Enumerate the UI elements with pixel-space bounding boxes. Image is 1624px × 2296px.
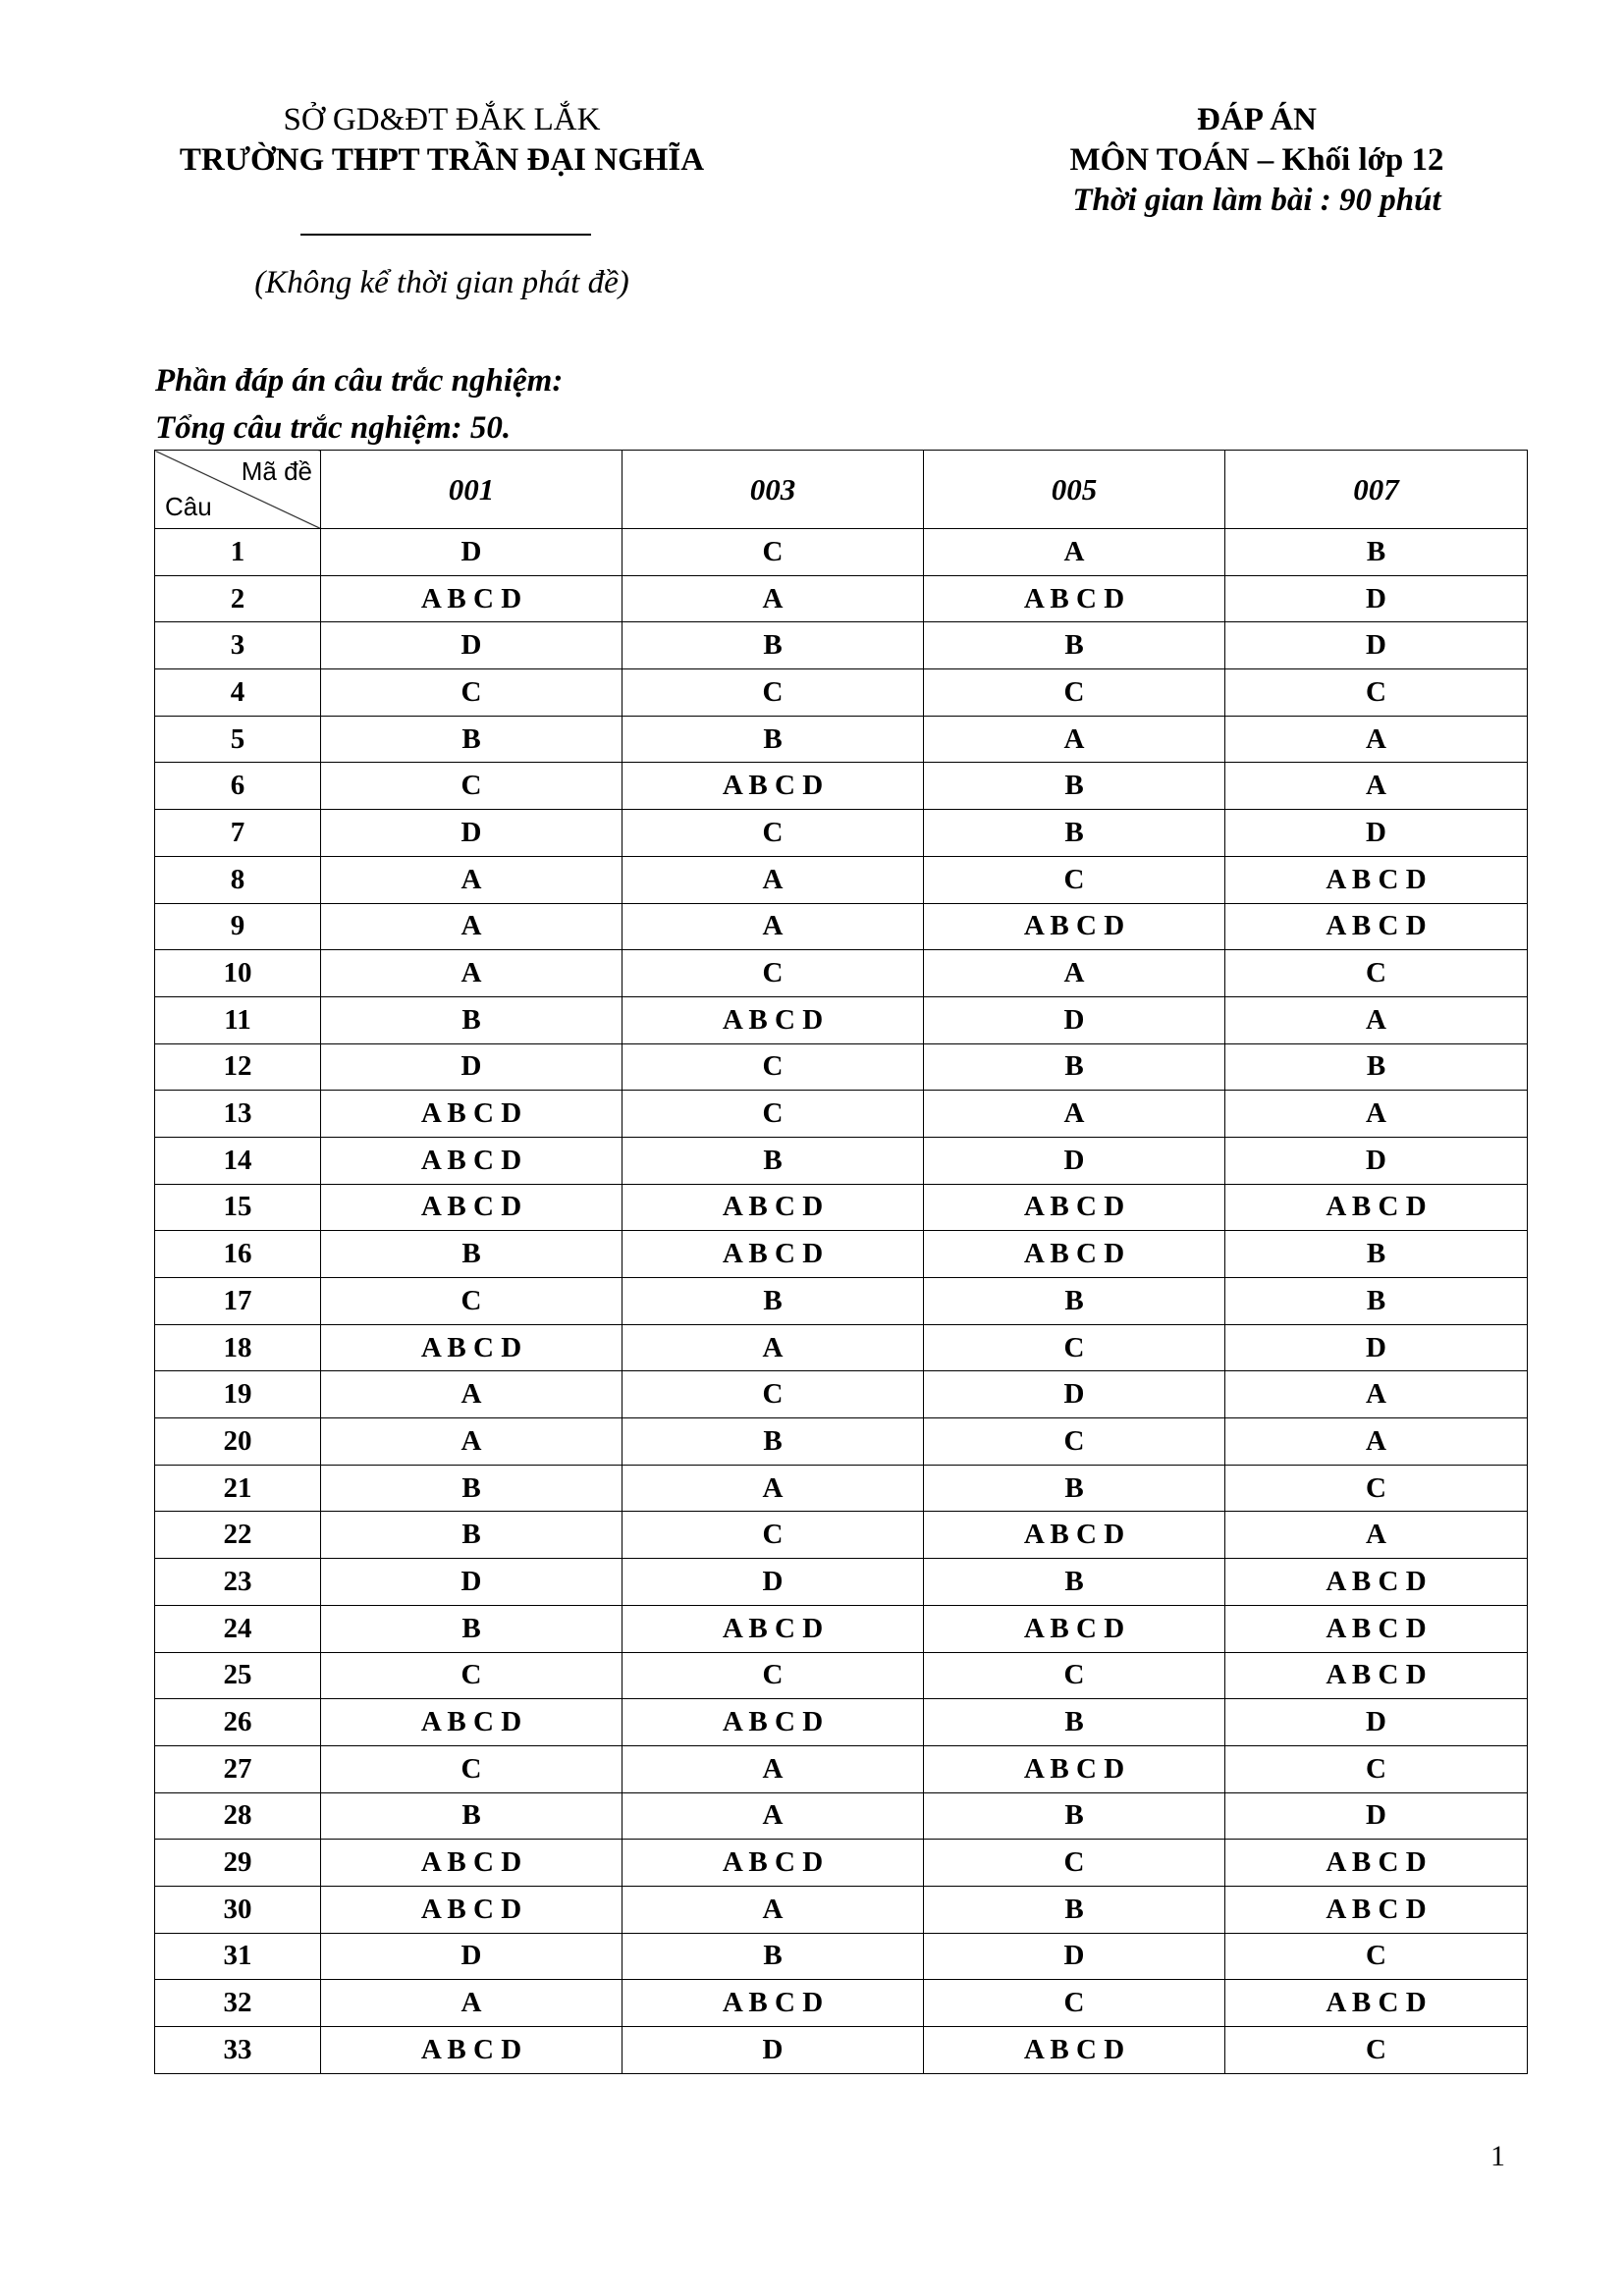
answer-cell: B bbox=[623, 1137, 924, 1184]
question-number: 13 bbox=[155, 1091, 321, 1138]
answer-cell: A bbox=[321, 950, 623, 997]
answer-cell: B bbox=[623, 716, 924, 763]
answer-cell: C bbox=[623, 529, 924, 576]
answer-cell: D bbox=[924, 996, 1225, 1043]
question-number: 8 bbox=[155, 856, 321, 903]
subject-grade: MÔN TOÁN – Khối lớp 12 bbox=[1069, 142, 1444, 178]
answer-cell: C bbox=[623, 950, 924, 997]
table-row bbox=[155, 1043, 1528, 1091]
answer-cell: A bbox=[924, 529, 1225, 576]
answer-cell: A bbox=[1225, 1371, 1528, 1418]
answer-cell: C bbox=[1225, 2027, 1528, 2074]
answer-cell: C bbox=[321, 763, 623, 810]
table-row bbox=[155, 716, 1528, 763]
table-row bbox=[155, 996, 1528, 1043]
answer-cell: A bbox=[1225, 716, 1528, 763]
answer-cell: C bbox=[924, 856, 1225, 903]
answer-cell: C bbox=[924, 1324, 1225, 1371]
page-number: 1 bbox=[1490, 2140, 1505, 2172]
question-number: 25 bbox=[155, 1652, 321, 1699]
answer-table bbox=[154, 450, 1528, 2074]
answer-cell: B bbox=[623, 1278, 924, 1325]
answer-cell: A B C D bbox=[623, 763, 924, 810]
answer-cell: A B C D bbox=[623, 1980, 924, 2027]
corner-label-question: Câu bbox=[165, 492, 212, 521]
table-row bbox=[155, 1559, 1528, 1606]
question-number: 22 bbox=[155, 1512, 321, 1559]
answer-cell: C bbox=[1225, 1465, 1528, 1512]
question-number: 20 bbox=[155, 1418, 321, 1466]
corner-cell bbox=[155, 451, 321, 529]
question-number: 5 bbox=[155, 716, 321, 763]
answer-cell: A B C D bbox=[623, 1605, 924, 1652]
table-row bbox=[155, 810, 1528, 857]
answer-cell: C bbox=[924, 669, 1225, 717]
question-number: 6 bbox=[155, 763, 321, 810]
question-number: 31 bbox=[155, 1933, 321, 1980]
answer-cell: A B C D bbox=[1225, 903, 1528, 950]
answer-cell: B bbox=[321, 1231, 623, 1278]
question-number: 9 bbox=[155, 903, 321, 950]
answer-cell: A bbox=[321, 903, 623, 950]
table-row bbox=[155, 1091, 1528, 1138]
answer-cell: A B C D bbox=[321, 575, 623, 622]
answer-cell: A B C D bbox=[321, 1840, 623, 1887]
question-number: 10 bbox=[155, 950, 321, 997]
answer-cell: A B C D bbox=[924, 1745, 1225, 1792]
answer-cell: A B C D bbox=[321, 1886, 623, 1933]
table-row bbox=[155, 1278, 1528, 1325]
answer-cell: C bbox=[321, 1652, 623, 1699]
answer-cell: B bbox=[924, 1043, 1225, 1091]
answer-cell: A B C D bbox=[1225, 1559, 1528, 1606]
answer-cell: D bbox=[321, 810, 623, 857]
answer-cell: B bbox=[924, 763, 1225, 810]
answer-cell: C bbox=[623, 1512, 924, 1559]
answer-cell: D bbox=[321, 1043, 623, 1091]
table-row bbox=[155, 1324, 1528, 1371]
answer-cell: B bbox=[321, 996, 623, 1043]
question-number: 29 bbox=[155, 1840, 321, 1887]
answer-cell: A bbox=[623, 903, 924, 950]
answer-cell: A B C D bbox=[1225, 1605, 1528, 1652]
table-row bbox=[155, 1699, 1528, 1746]
question-number: 12 bbox=[155, 1043, 321, 1091]
exam-header bbox=[982, 100, 1532, 221]
answer-cell: A bbox=[1225, 1512, 1528, 1559]
answer-cell: C bbox=[1225, 1933, 1528, 1980]
question-number: 16 bbox=[155, 1231, 321, 1278]
table-row bbox=[155, 763, 1528, 810]
question-number: 28 bbox=[155, 1792, 321, 1840]
answer-cell: C bbox=[321, 1745, 623, 1792]
question-number: 30 bbox=[155, 1886, 321, 1933]
question-number: 17 bbox=[155, 1278, 321, 1325]
question-number: 23 bbox=[155, 1559, 321, 1606]
answer-cell: A B C D bbox=[321, 2027, 623, 2074]
table-row bbox=[155, 529, 1528, 576]
question-number: 32 bbox=[155, 1980, 321, 2027]
doc-title: ĐÁP ÁN bbox=[1197, 102, 1317, 137]
answer-cell: A B C D bbox=[321, 1091, 623, 1138]
department-name: SỞ GD&ĐT ĐẮK LẮK bbox=[283, 102, 601, 137]
answer-cell: A B C D bbox=[623, 1184, 924, 1231]
answer-cell: A bbox=[623, 1792, 924, 1840]
corner-label-code: Mã đề bbox=[241, 456, 312, 486]
answer-cell: A bbox=[623, 1324, 924, 1371]
answer-cell: A bbox=[321, 1371, 623, 1418]
answer-cell: A bbox=[1225, 1418, 1528, 1466]
question-number: 27 bbox=[155, 1745, 321, 1792]
question-number: 21 bbox=[155, 1465, 321, 1512]
question-number: 3 bbox=[155, 622, 321, 669]
answer-cell: C bbox=[623, 1371, 924, 1418]
question-total: Tổng câu trắc nghiệm: 50. bbox=[155, 410, 512, 446]
answer-cell: B bbox=[623, 622, 924, 669]
answer-cell: C bbox=[1225, 950, 1528, 997]
answer-cell: D bbox=[321, 622, 623, 669]
table-row bbox=[155, 622, 1528, 669]
question-number: 4 bbox=[155, 669, 321, 717]
question-number: 33 bbox=[155, 2027, 321, 2074]
answer-cell: B bbox=[924, 1792, 1225, 1840]
answer-cell: B bbox=[1225, 1278, 1528, 1325]
answer-cell: B bbox=[321, 716, 623, 763]
answer-cell: C bbox=[321, 1278, 623, 1325]
table-row bbox=[155, 1512, 1528, 1559]
answer-cell: A B C D bbox=[924, 2027, 1225, 2074]
answer-cell: A bbox=[623, 1465, 924, 1512]
answer-cell: B bbox=[924, 1559, 1225, 1606]
table-row bbox=[155, 1418, 1528, 1466]
answer-cell: A B C D bbox=[1225, 1184, 1528, 1231]
table-row bbox=[155, 1184, 1528, 1231]
table-row bbox=[155, 1605, 1528, 1652]
answer-cell: C bbox=[1225, 669, 1528, 717]
answer-cell: C bbox=[623, 1652, 924, 1699]
answer-cell: A B C D bbox=[924, 1231, 1225, 1278]
column-header: 007 bbox=[1225, 451, 1528, 529]
table-row bbox=[155, 1792, 1528, 1840]
answer-cell: D bbox=[321, 1559, 623, 1606]
answer-cell: B bbox=[321, 1465, 623, 1512]
table-row bbox=[155, 1465, 1528, 1512]
answer-cell: A bbox=[623, 575, 924, 622]
answer-cell: A bbox=[321, 856, 623, 903]
answer-cell: C bbox=[623, 810, 924, 857]
column-header: 001 bbox=[321, 451, 623, 529]
table-row bbox=[155, 1840, 1528, 1887]
table-row bbox=[155, 575, 1528, 622]
table-row bbox=[155, 950, 1528, 997]
answer-cell: D bbox=[321, 1933, 623, 1980]
answer-cell: A bbox=[623, 856, 924, 903]
answer-cell: A bbox=[1225, 1091, 1528, 1138]
answer-cell: C bbox=[924, 1652, 1225, 1699]
answer-cell: A B C D bbox=[623, 996, 924, 1043]
table-row bbox=[155, 669, 1528, 717]
question-number: 14 bbox=[155, 1137, 321, 1184]
answer-cell: A bbox=[1225, 763, 1528, 810]
answer-cell: D bbox=[924, 1371, 1225, 1418]
answer-cell: A bbox=[924, 716, 1225, 763]
table-header-row bbox=[155, 451, 1528, 529]
answer-cell: B bbox=[924, 622, 1225, 669]
question-number: 26 bbox=[155, 1699, 321, 1746]
answer-cell: C bbox=[623, 1043, 924, 1091]
time-note: (Không kể thời gian phát đề) bbox=[254, 265, 629, 300]
answer-cell: B bbox=[321, 1512, 623, 1559]
answer-cell: D bbox=[1225, 1137, 1528, 1184]
answer-cell: A bbox=[1225, 996, 1528, 1043]
question-number: 24 bbox=[155, 1605, 321, 1652]
answer-cell: C bbox=[623, 1091, 924, 1138]
answer-cell: A B C D bbox=[321, 1324, 623, 1371]
answer-cell: A bbox=[321, 1980, 623, 2027]
table-row bbox=[155, 2027, 1528, 2074]
answer-cell: C bbox=[1225, 1745, 1528, 1792]
table-row bbox=[155, 1933, 1528, 1980]
section-title: Phần đáp án câu trắc nghiệm: bbox=[155, 363, 564, 399]
answer-cell: D bbox=[924, 1933, 1225, 1980]
answer-cell: A B C D bbox=[924, 903, 1225, 950]
question-number: 7 bbox=[155, 810, 321, 857]
answer-cell: B bbox=[1225, 529, 1528, 576]
table-row bbox=[155, 1652, 1528, 1699]
answer-cell: B bbox=[924, 810, 1225, 857]
answer-cell: B bbox=[623, 1418, 924, 1466]
header-divider bbox=[300, 234, 591, 236]
answer-cell: D bbox=[1225, 1792, 1528, 1840]
answer-cell: D bbox=[623, 1559, 924, 1606]
answer-cell: A B C D bbox=[623, 1840, 924, 1887]
question-number: 18 bbox=[155, 1324, 321, 1371]
answer-cell: D bbox=[1225, 1324, 1528, 1371]
answer-cell: A B C D bbox=[321, 1699, 623, 1746]
answer-cell: B bbox=[924, 1278, 1225, 1325]
column-header: 005 bbox=[924, 451, 1225, 529]
question-number: 15 bbox=[155, 1184, 321, 1231]
table-row bbox=[155, 1980, 1528, 2027]
answer-cell: A B C D bbox=[1225, 1840, 1528, 1887]
answer-cell: B bbox=[924, 1886, 1225, 1933]
answer-cell: A B C D bbox=[1225, 1886, 1528, 1933]
answer-cell: A bbox=[924, 1091, 1225, 1138]
answer-cell: A B C D bbox=[1225, 1980, 1528, 2027]
answer-cell: C bbox=[924, 1840, 1225, 1887]
column-header: 003 bbox=[623, 451, 924, 529]
table-row bbox=[155, 1886, 1528, 1933]
answer-cell: A B C D bbox=[924, 575, 1225, 622]
answer-cell: A B C D bbox=[924, 1605, 1225, 1652]
answer-cell: C bbox=[321, 669, 623, 717]
table-row bbox=[155, 1371, 1528, 1418]
school-name: TRƯỜNG THPT TRẦN ĐẠI NGHĨA bbox=[179, 142, 705, 178]
answer-cell: A B C D bbox=[1225, 1652, 1528, 1699]
answer-cell: A B C D bbox=[623, 1231, 924, 1278]
table-row bbox=[155, 903, 1528, 950]
answer-cell: A B C D bbox=[1225, 856, 1528, 903]
answer-cell: B bbox=[924, 1465, 1225, 1512]
answer-cell: B bbox=[1225, 1043, 1528, 1091]
question-number: 19 bbox=[155, 1371, 321, 1418]
answer-cell: D bbox=[1225, 1699, 1528, 1746]
question-number: 1 bbox=[155, 529, 321, 576]
answer-cell: A B C D bbox=[623, 1699, 924, 1746]
answer-cell: A bbox=[623, 1886, 924, 1933]
answer-cell: C bbox=[924, 1980, 1225, 2027]
school-header bbox=[147, 100, 736, 181]
table-row bbox=[155, 856, 1528, 903]
answer-cell: C bbox=[623, 669, 924, 717]
answer-cell: A B C D bbox=[924, 1184, 1225, 1231]
answer-cell: B bbox=[1225, 1231, 1528, 1278]
answer-cell: B bbox=[321, 1792, 623, 1840]
answer-cell: D bbox=[1225, 575, 1528, 622]
answer-cell: D bbox=[924, 1137, 1225, 1184]
answer-cell: B bbox=[924, 1699, 1225, 1746]
answer-cell: A B C D bbox=[924, 1512, 1225, 1559]
exam-duration: Thời gian làm bài : 90 phút bbox=[1072, 183, 1441, 218]
table-row bbox=[155, 1745, 1528, 1792]
answer-cell: B bbox=[623, 1933, 924, 1980]
answer-cell: A B C D bbox=[321, 1137, 623, 1184]
question-number: 2 bbox=[155, 575, 321, 622]
answer-cell: A bbox=[924, 950, 1225, 997]
answer-cell: D bbox=[321, 529, 623, 576]
answer-cell: B bbox=[321, 1605, 623, 1652]
answer-cell: A bbox=[623, 1745, 924, 1792]
answer-cell: A bbox=[321, 1418, 623, 1466]
answer-cell: C bbox=[924, 1418, 1225, 1466]
table-row bbox=[155, 1137, 1528, 1184]
answer-cell: D bbox=[623, 2027, 924, 2074]
answer-cell: A B C D bbox=[321, 1184, 623, 1231]
question-number: 11 bbox=[155, 996, 321, 1043]
answer-cell: D bbox=[1225, 810, 1528, 857]
answer-cell: D bbox=[1225, 622, 1528, 669]
table-row bbox=[155, 1231, 1528, 1278]
